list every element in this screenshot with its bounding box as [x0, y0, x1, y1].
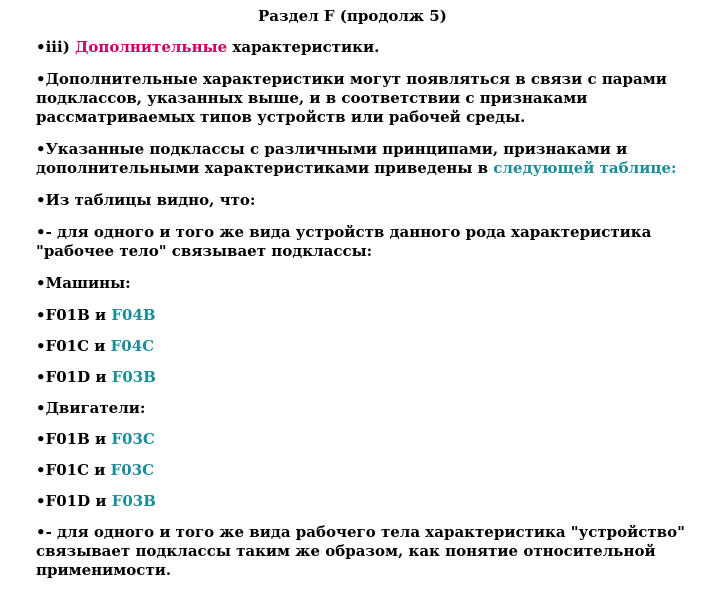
slide-title: Раздел F (продолж 5) [258, 7, 447, 25]
bullet-text: Указанные подклассы с различными принципами, признаками и дополнительными характеристиками приведены в [36, 140, 628, 177]
bullet-marker: • [36, 492, 46, 510]
bullet-marker: • [36, 337, 46, 355]
bullet-suffix: характеристики. [227, 38, 380, 56]
bullet-marker: • [36, 223, 46, 241]
bullet-item [36, 337, 691, 356]
bullet-marker: • [36, 191, 46, 209]
bullet-item [36, 430, 691, 449]
bullet-text: Из таблицы видно, что: [45, 191, 256, 209]
bullet-text: Дополнительные характеристики могут появляться в связи с парами подклассов, указанных выше, и в соответствии с признаками рассматриваемых типов устройств или рабочей среды. [36, 70, 667, 126]
conjunction: и [90, 368, 112, 386]
bullet-marker: • [36, 523, 46, 541]
subclass-code-related: F03B [111, 368, 156, 386]
bullet-marker: • [36, 306, 46, 324]
bullet-marker: • [36, 38, 46, 56]
table-link-text: следующей таблице: [493, 159, 677, 177]
bullet-text: - для одного и того же вида устройств данного рода характеристика "рабочее тело" связывает подклассы: [36, 223, 652, 260]
bullet-marker: • [36, 430, 46, 448]
bullet-text: Машины: [45, 274, 131, 292]
bullet-text: - для одного и того же вида рабочего тела характеристика "устройство" связывает подклассы таким же образом, как понятие относительной применимости. [36, 523, 685, 579]
bullet-marker: • [36, 274, 46, 292]
bullet-item [36, 368, 691, 387]
subclass-code-related: F04B [111, 306, 156, 324]
subclass-code: F01D [45, 492, 91, 510]
conjunction: и [89, 430, 112, 448]
subclass-code: F01B [45, 306, 90, 324]
subclass-code: F01B [45, 430, 90, 448]
conjunction: и [90, 492, 112, 510]
bullet-marker: • [36, 368, 46, 386]
bullet-item [36, 492, 691, 511]
conjunction: и [89, 461, 111, 479]
subclass-code: F01D [45, 368, 91, 386]
conjunction: и [89, 306, 112, 324]
bullet-item [36, 140, 691, 178]
subclass-code: F01C [45, 337, 90, 355]
subclass-code-related: F03C [111, 430, 155, 448]
highlight-term: Дополнительные [75, 38, 228, 56]
subclass-code-related: F04C [110, 337, 155, 355]
bullet-item [36, 523, 691, 580]
bullet-item [36, 306, 691, 325]
subclass-code-related: F03C [110, 461, 155, 479]
bullet-item [36, 70, 691, 127]
bullet-list [36, 38, 691, 593]
bullet-marker: • [36, 461, 46, 479]
bullet-item [36, 38, 691, 57]
bullet-text: Двигатели: [45, 399, 146, 417]
subclass-code-related: F03B [111, 492, 156, 510]
bullet-prefix: iii) [45, 38, 76, 56]
bullet-item [36, 274, 691, 293]
bullet-item [36, 399, 691, 418]
bullet-item [36, 191, 691, 210]
conjunction: и [89, 337, 111, 355]
bullet-item [36, 461, 691, 480]
bullet-marker: • [36, 140, 46, 158]
bullet-marker: • [36, 70, 46, 88]
subclass-code: F01C [45, 461, 90, 479]
bullet-item [36, 223, 691, 261]
bullet-marker: • [36, 399, 46, 417]
